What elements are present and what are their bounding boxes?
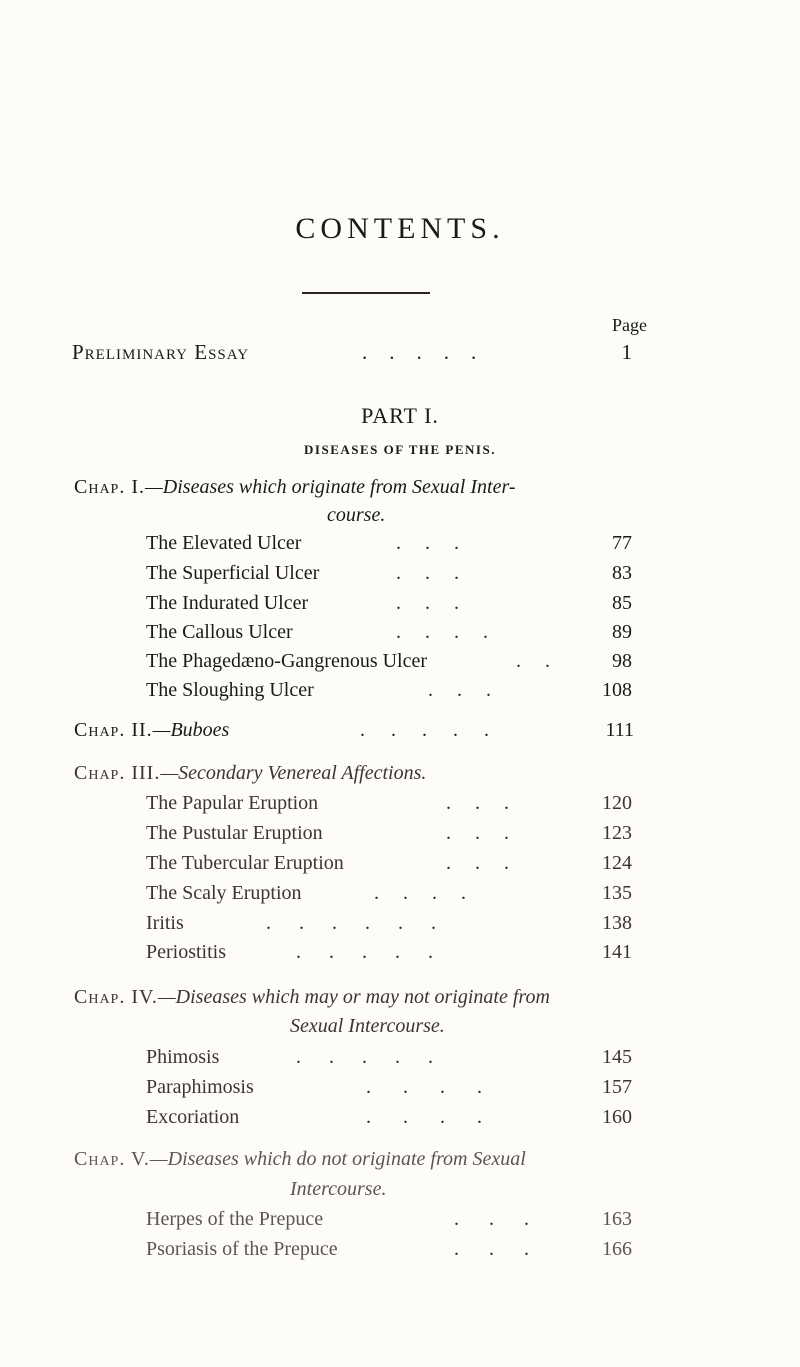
dot-leader: ... — [454, 1208, 559, 1230]
entry-page: 123 — [602, 822, 632, 844]
toc-entry — [146, 621, 632, 647]
preliminary-essay-page: 1 — [621, 340, 632, 364]
entry-page: 157 — [602, 1076, 632, 1098]
preliminary-essay-label: Preliminary Essay — [72, 340, 250, 364]
entry-title: The Pustular Eruption — [146, 822, 323, 844]
entry-page: 141 — [602, 941, 632, 963]
entry-page: 85 — [612, 592, 632, 614]
entry-title: Iritis — [146, 912, 184, 934]
chapter-title-continuation: Intercourse. — [290, 1178, 387, 1200]
chapter-1-heading — [74, 476, 634, 499]
entry-title: Phimosis — [146, 1046, 220, 1068]
entry-title: The Papular Eruption — [146, 792, 319, 814]
dot-leader: ... — [428, 679, 515, 701]
chapter-3-heading — [74, 762, 634, 785]
entry-page: 166 — [602, 1238, 632, 1260]
dot-leader: ... — [396, 532, 483, 554]
chapter-page: 111 — [605, 719, 634, 741]
toc-entry — [146, 532, 632, 558]
chapter-label: Chap. III. — [74, 762, 161, 784]
entry-title: Psoriasis of the Prepuce — [146, 1238, 338, 1260]
dot-leader: ... — [396, 592, 483, 614]
toc-entry — [146, 792, 632, 818]
chapter-label: Chap. V. — [74, 1148, 150, 1170]
entry-title: The Tubercular Eruption — [146, 852, 344, 874]
toc-entry — [146, 679, 632, 705]
entry-page: 135 — [602, 882, 632, 904]
entry-page: 89 — [612, 621, 632, 643]
chapter-title: —Buboes — [152, 719, 230, 741]
dot-leader: ... — [454, 1238, 559, 1260]
entry-page: 108 — [602, 679, 632, 701]
dot-leader: ... — [396, 562, 483, 584]
chapter-title: —Diseases which originate from Sexual Inter- — [145, 476, 516, 498]
toc-entry — [146, 562, 632, 588]
entry-title: The Elevated Ulcer — [146, 532, 302, 554]
entry-page: 120 — [602, 792, 632, 814]
entry-page: 145 — [602, 1046, 632, 1068]
entry-page: 160 — [602, 1106, 632, 1128]
entry-page: 98 — [612, 650, 632, 672]
chapter-label: Chap. II. — [74, 719, 153, 741]
toc-entry — [146, 650, 632, 676]
chapter-4-heading — [74, 986, 694, 1009]
dot-leader: .... — [366, 1076, 514, 1098]
contents-heading: CONTENTS. — [295, 212, 505, 245]
toc-entry — [146, 592, 632, 618]
entry-title: Periostitis — [146, 941, 227, 963]
dot-leader: ...... — [266, 912, 464, 934]
dot-leader: .... — [396, 621, 512, 643]
chapter-label: Chap. I. — [74, 476, 146, 498]
page-column-label: Page — [612, 315, 647, 335]
heading-divider — [302, 292, 430, 294]
entry-page: 124 — [602, 852, 632, 874]
chapter-title: —Diseases which may or may not originate from — [157, 986, 550, 1008]
dot-leader: ..... — [360, 719, 515, 741]
toc-entry — [146, 941, 632, 967]
dot-leader: ..... — [296, 941, 461, 963]
preliminary-essay-row — [72, 340, 632, 368]
dot-leader: ..... — [296, 1046, 461, 1068]
entry-title: The Scaly Eruption — [146, 882, 302, 904]
toc-entry — [146, 822, 632, 848]
entry-title: Paraphimosis — [146, 1076, 254, 1098]
entry-page: 138 — [602, 912, 632, 934]
dot-leader: .. — [516, 650, 574, 672]
entry-title: Excoriation — [146, 1106, 240, 1128]
toc-entry — [146, 1106, 632, 1132]
toc-entry — [146, 1208, 632, 1234]
entry-page: 77 — [612, 532, 632, 554]
toc-entry — [146, 912, 632, 938]
dot-leader: ... — [446, 852, 533, 874]
chapter-title: —Secondary Venereal Affections. — [160, 762, 427, 784]
chapter-title-continuation: course. — [327, 504, 386, 526]
chapter-label: Chap. IV. — [74, 986, 158, 1008]
dot-leader: .... — [374, 882, 490, 904]
toc-entry — [146, 1076, 632, 1102]
dot-leader: ... — [446, 792, 533, 814]
chapter-5-heading — [74, 1148, 694, 1171]
toc-entry — [146, 1046, 632, 1072]
toc-entry — [146, 882, 632, 908]
chapter-title-continuation: Sexual Intercourse. — [290, 1015, 445, 1037]
part-title: PART I. — [361, 403, 439, 428]
entry-title: The Sloughing Ulcer — [146, 679, 314, 701]
part-subtitle: DISEASES OF THE PENIS. — [304, 442, 496, 457]
chapter-title: —Diseases which do not originate from Sexual — [149, 1148, 526, 1170]
dot-leader: ..... — [362, 340, 499, 364]
entry-title: Herpes of the Prepuce — [146, 1208, 324, 1230]
toc-entry — [146, 1238, 632, 1264]
entry-page: 163 — [602, 1208, 632, 1230]
entry-title: The Superficial Ulcer — [146, 562, 320, 584]
entry-title: The Callous Ulcer — [146, 621, 293, 643]
dot-leader: ... — [446, 822, 533, 844]
entry-title: The Indurated Ulcer — [146, 592, 309, 614]
chapter-2-heading — [74, 719, 634, 747]
toc-entry — [146, 852, 632, 878]
entry-title: The Phagedæno-Gangrenous Ulcer — [146, 650, 428, 672]
entry-page: 83 — [612, 562, 632, 584]
dot-leader: .... — [366, 1106, 514, 1128]
